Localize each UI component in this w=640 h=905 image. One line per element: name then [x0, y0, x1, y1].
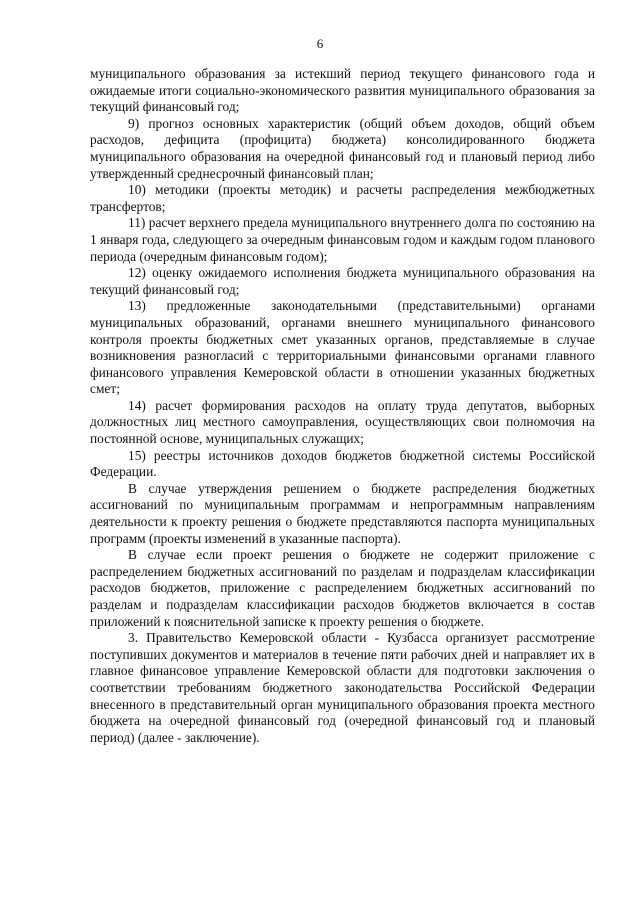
list-item-12: 12) оценку ожидаемого исполнения бюджета муниципального образования на текущий финансовый год;	[90, 265, 595, 297]
paragraph-appendix: В случае если проект решения о бюджете не содержит приложение с распределением бюджетных ассигнований по разделам и подразделам классификации расходов бюджетов, приложение с распределением бюджетных ассигнований по разделам и подразделам классификации расходов бюджетов включается в состав приложений к пояснительной записке к проекту решения о бюджете.	[90, 547, 595, 629]
list-item-9: 9) прогноз основных характеристик (общий объем доходов, общий объем расходов, дефицита (профицита) бюджета) консолидированного бюджета муниципального образования на очередной финансовый год и плановый период либо утвержденный среднесрочный финансовый план;	[90, 115, 595, 181]
list-item-13: 13) предложенные законодательными (представительными) органами муниципальных образований, органами внешнего муниципального финансового контроля проекты бюджетных смет указанных органов, представляемые в случае возникновения разногласий с территориальными финансовыми органами главного финансового управления Кемеровской области в отношении указанных бюджетных смет;	[90, 298, 595, 397]
paragraph-section-3: 3. Правительство Кемеровской области - Кузбасса организует рассмотрение поступивших документов и материалов в течение пяти рабочих дней и направляет их в главное финансовое управление Кемеровской области для подготовки заключения о соответствии требованиям бюджетного законодательства Российской Федерации внесенного в представительный орган муниципального образования проекта местного бюджета на очередной финансовый год (очередной финансовый год и плановый период) (далее - заключение).	[90, 630, 595, 745]
list-item-15: 15) реестры источников доходов бюджетов бюджетной системы Российской Федерации.	[90, 447, 595, 480]
list-item-11: 11) расчет верхнего предела муниципального внутреннего долга по состоянию на 1 января года, следующего за очередным финансовым годом и каждым годом планового периода (очередным финансовым годом);	[90, 215, 595, 264]
page-number: 6	[316, 36, 324, 51]
paragraph-continuation: муниципального образования за истекший период текущего финансового года и ожидаемые итоги социально-экономического развития муниципального образования за текущий финансовый год;	[90, 66, 595, 115]
paragraph-programs: В случае утверждения решением о бюджете распределения бюджетных ассигнований по муниципальным программам и непрограммным направлениям деятельности к проекту решения о бюджете представляются паспорта муниципальных программ (проекты изменений в указанные паспорта).	[90, 480, 595, 546]
list-item-10: 10) методики (проекты методик) и расчеты распределения межбюджетных трансфертов;	[90, 182, 595, 214]
document-body	[90, 66, 595, 746]
list-item-14: 14) расчет формирования расходов на оплату труда депутатов, выборных должностных лиц местного самоуправления, осуществляющих свои полномочия на постоянной основе, муниципальных служащих;	[90, 397, 595, 447]
